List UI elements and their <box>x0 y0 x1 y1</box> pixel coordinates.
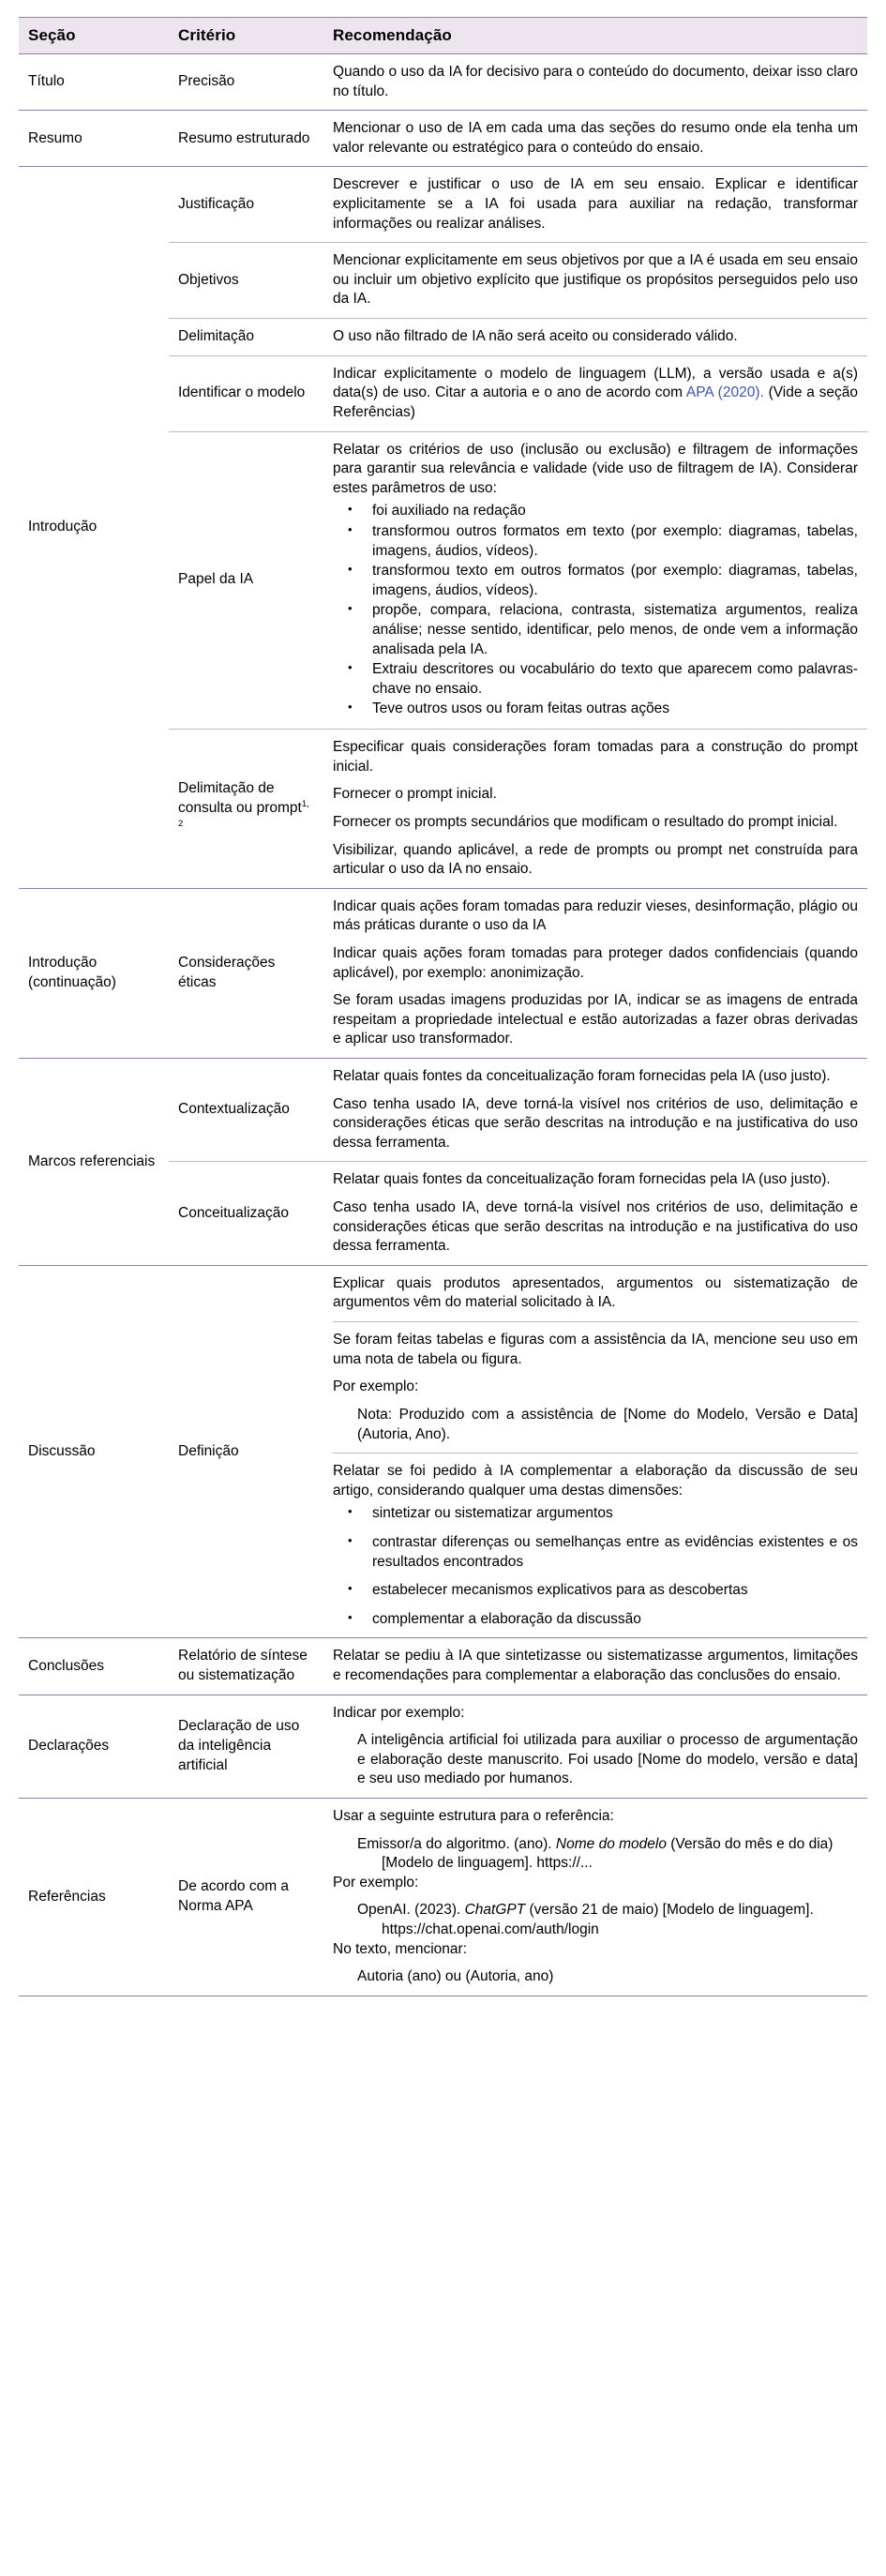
table-row <box>19 1695 867 1798</box>
reference-author-year: OpenAI. (2023). <box>357 1902 465 1919</box>
criterion-name: Justificação <box>169 167 323 243</box>
recommendation-paragraph: Por exemplo: <box>333 1378 419 1395</box>
recommendation-cell <box>323 1162 867 1265</box>
column-header-secao: Seção <box>19 18 169 54</box>
reference-author-year: Emissor/a do algoritmo. (ano). <box>357 1835 556 1852</box>
criterion-name: Precisão <box>169 54 323 111</box>
reference-model-title: Nome do modelo <box>555 1835 667 1852</box>
recommendation-paragraph: Relatar os critérios de uso (inclusão ou exclusão) e filtragem de informações para garantir sua relevância e validade (vide uso de filtragem de IA). Considerar estes parâmetros de uso: <box>333 441 858 496</box>
reference-version-and-url: (Versão do mês e do dia) [Modelo de linguagem]. https://... <box>382 1835 833 1872</box>
guidelines-table-page <box>0 17 886 1996</box>
table-row <box>19 1799 867 1996</box>
bullet-item: • foi auxiliado na redação <box>333 502 858 521</box>
bullet-item: • Extraiu descritores ou vocabulário do texto que aparecem como palavras-chave no ensaio. <box>333 660 858 699</box>
column-header-criterio: Critério <box>169 18 323 54</box>
section-name: Conclusões <box>19 1638 169 1695</box>
recommendation-cell <box>323 1265 867 1638</box>
recommendation-cell <box>323 111 867 167</box>
criterion-name: Resumo estruturado <box>169 111 323 167</box>
criterion-footnote-marker: 1, 2 <box>178 798 309 829</box>
recommendation-paragraph: Indicar quais ações foram tomadas para proteger dados confidenciais (quando aplicável), por exemplo: anonimização. <box>333 944 858 981</box>
table-row <box>19 1638 867 1695</box>
recommendation-paragraph: Fornecer o prompt inicial. <box>333 786 497 803</box>
section-name: Referências <box>19 1799 169 1996</box>
recommendation-cell <box>323 730 867 889</box>
bullet-item: • propõe, compara, relaciona, contrasta, sistematiza argumentos, realiza análise; nesse sentido, identificar, pelo menos, de onde vem a informação analisada pela IA. <box>333 601 858 659</box>
recommendation-paragraph: Se foram feitas tabelas e figuras com a assistência da IA, mencione seu uso em uma nota de tabela ou figura. <box>333 1321 858 1369</box>
recommendation-paragraph: Fornecer os prompts secundários que modificam o resultado do prompt inicial. <box>333 813 838 830</box>
recommendation-paragraph: Mencionar explicitamente em seus objetivos por que a IA é usada em seu ensaio ou incluir um objetivo explícito que justifique os propósitos perseguidos pelo uso da IA. <box>333 252 858 308</box>
criterion-name: Papel da IA <box>169 431 323 730</box>
paragraph-text-before-link: Indicar explicitamente o modelo de linguagem (LLM), a versão usada e a(s) data(s) de uso. Citar a autoria e o ano de acordo com <box>333 365 858 401</box>
criterion-name: Definição <box>169 1265 323 1638</box>
recommendation-cell <box>323 319 867 356</box>
recommendation-cell <box>323 888 867 1058</box>
recommendation-paragraph: No texto, mencionar: <box>333 1940 468 1957</box>
section-name: Discussão <box>19 1265 169 1638</box>
criterion-name: Delimitação <box>169 319 323 356</box>
reference-version-and-url: (versão 21 de maio) [Modelo de linguagem]. https://chat.openai.com/auth/login <box>382 1902 814 1938</box>
recommendation-paragraph <box>333 365 858 423</box>
column-header-recomendacao: Recomendação <box>323 18 867 54</box>
table-row <box>19 111 867 167</box>
criterion-name: De acordo com a Norma APA <box>169 1799 323 1996</box>
recommendation-paragraph: Mencionar o uso de IA em cada uma das seções do resumo onde ela tenha um valor relevante ou estratégico para o conteúdo do ensaio. <box>333 120 858 156</box>
section-name: Resumo <box>19 111 169 167</box>
bullet-item: • sintetizar ou sistematizar argumentos <box>333 1504 858 1524</box>
recommendation-cell <box>323 1695 867 1798</box>
recommendation-cell <box>323 1638 867 1695</box>
recommendation-paragraph: Relatar se pediu à IA que sintetizasse ou sistematizasse argumentos, limitações e recomendações para complementar a elaboração das conclusões do ensaio. <box>333 1648 858 1683</box>
recommendation-paragraph: Especificar quais considerações foram tomadas para a construção do prompt inicial. <box>333 739 858 775</box>
recommendation-bullet-list <box>333 502 858 719</box>
table-row <box>19 54 867 111</box>
recommendation-example-text: A inteligência artificial foi utilizada para auxiliar o processo de argumentação e elaboração deste manuscrito. Foi usado [Nome do modelo, versão e data] e seu uso mediado por humanos. <box>357 1732 858 1787</box>
recommendation-paragraph: Relatar quais fontes da conceitualização foram fornecidas pela IA (uso justo). <box>333 1067 831 1084</box>
section-name: Introdução (continuação) <box>19 888 169 1058</box>
bullet-item: • Teve outros usos ou foram feitas outras ações <box>333 700 858 719</box>
recommendation-cell <box>323 54 867 111</box>
criterion-name: Delimitação de consulta ou prompt$^{1, 2}$ <box>169 730 323 889</box>
recommendation-paragraph: Por exemplo: <box>333 1874 419 1891</box>
criterion-name: Objetivos <box>169 243 323 319</box>
recommendation-cell <box>323 355 867 431</box>
section-name: Marcos referenciais <box>19 1058 169 1265</box>
bullet-item: • contrastar diferenças ou semelhanças entre as evidências existentes e os resultados encontrados <box>333 1533 858 1572</box>
table-row <box>19 1058 867 1161</box>
ai-use-guidelines-table <box>19 17 867 1996</box>
criterion-name: Relatório de síntese ou sistematização <box>169 1638 323 1695</box>
recommendation-cell <box>323 431 867 730</box>
recommendation-example-text: Nota: Produzido com a assistência de [Nome do Modelo, Versão e Data] (Autoria, Ano). <box>357 1406 858 1442</box>
table-header <box>19 18 867 54</box>
recommendation-cell <box>323 1799 867 1996</box>
recommendation-paragraph: Visibilizar, quando aplicável, a rede de prompts ou prompt net construída para articular o uso da IA no ensaio. <box>333 841 858 878</box>
reference-model-title: ChatGPT <box>464 1902 526 1919</box>
criterion-name: Declaração de uso da inteligência artificial <box>169 1695 323 1798</box>
section-name: Declarações <box>19 1695 169 1798</box>
table-row <box>19 1265 867 1638</box>
recommendation-paragraph: O uso não filtrado de IA não será aceito ou considerado válido. <box>333 328 738 345</box>
recommendation-paragraph: Quando o uso da IA for decisivo para o conteúdo do documento, deixar isso claro no título. <box>333 64 858 99</box>
table-header-row <box>19 18 867 54</box>
recommendation-cell <box>323 167 867 243</box>
recommendation-paragraph: Relatar quais fontes da conceitualização foram fornecidas pela IA (uso justo). <box>333 1171 831 1188</box>
recommendation-paragraph: Caso tenha usado IA, deve torná-la visível nos critérios de uso, delimitação e considerações éticas que serão descritas na introdução e na justificativa do uso dessa ferramenta. <box>333 1095 858 1151</box>
recommendation-bullet-list <box>333 1504 858 1629</box>
reference-format-example <box>357 1835 858 1874</box>
table-row <box>19 888 867 1058</box>
section-name: Introdução <box>19 167 169 888</box>
bullet-item: • transformou outros formatos em texto (por exemplo: diagramas, tabelas, imagens, áudios, vídeos). <box>333 522 858 561</box>
reference-format-example <box>357 1901 858 1939</box>
recommendation-paragraph: Se foram usadas imagens produzidas por IA, indicar se as imagens de entrada respeitam a propriedade intelectual e estão autorizadas a fazer obras derivadas e aplicar uso transformador. <box>333 992 858 1047</box>
table-row <box>19 167 867 243</box>
criterion-name: Conceitualização <box>169 1162 323 1265</box>
recommendation-cell <box>323 1058 867 1161</box>
recommendation-paragraph: Indicar quais ações foram tomadas para reduzir vieses, desinformação, plágio ou más práticas durante o uso da IA <box>333 897 858 934</box>
bullet-item: • complementar a elaboração da discussão <box>333 1610 858 1630</box>
recommendation-example-text: Autoria (ano) ou (Autoria, ano) <box>357 1968 554 1985</box>
recommendation-paragraph: Indicar por exemplo: <box>333 1704 465 1721</box>
paragraph-text-after-link: (Vide a seção Referências) <box>333 384 858 420</box>
criterion-name: Considerações éticas <box>169 888 323 1058</box>
bullet-item: • transformou texto em outros formatos (por exemplo: diagramas, tabelas, imagens, áudios, vídeos). <box>333 562 858 600</box>
bullet-item: • estabelecer mecanismos explicativos para as descobertas <box>333 1581 858 1601</box>
recommendation-paragraph: Descrever e justificar o uso de IA em seu ensaio. Explicar e identificar explicitamente se a IA foi usada para auxiliar na redação, transformar informações ou realizar análises. <box>333 176 858 232</box>
criterion-name: Identificar o modelo <box>169 355 323 431</box>
recommendation-cell <box>323 243 867 319</box>
apa-2020-citation-link[interactable]: APA (2020). <box>685 384 764 401</box>
section-name: Título <box>19 54 169 111</box>
criterion-name: Contextualização <box>169 1058 323 1161</box>
recommendation-paragraph: Caso tenha usado IA, deve torná-la visível nos critérios de uso, delimitação e considerações éticas que serão descritas na introdução e na justificativa do uso dessa ferramenta. <box>333 1199 858 1255</box>
recommendation-paragraph: Explicar quais produtos apresentados, argumentos ou sistematização de argumentos vêm do material solicitado à IA. <box>333 1274 858 1311</box>
recommendation-paragraph: Usar a seguinte estrutura para o referência: <box>333 1808 614 1825</box>
recommendation-paragraph: Relatar se foi pedido à IA complementar a elaboração da discussão de seu artigo, considerando qualquer uma destas dimensões: <box>333 1453 858 1500</box>
table-body <box>19 54 867 1996</box>
